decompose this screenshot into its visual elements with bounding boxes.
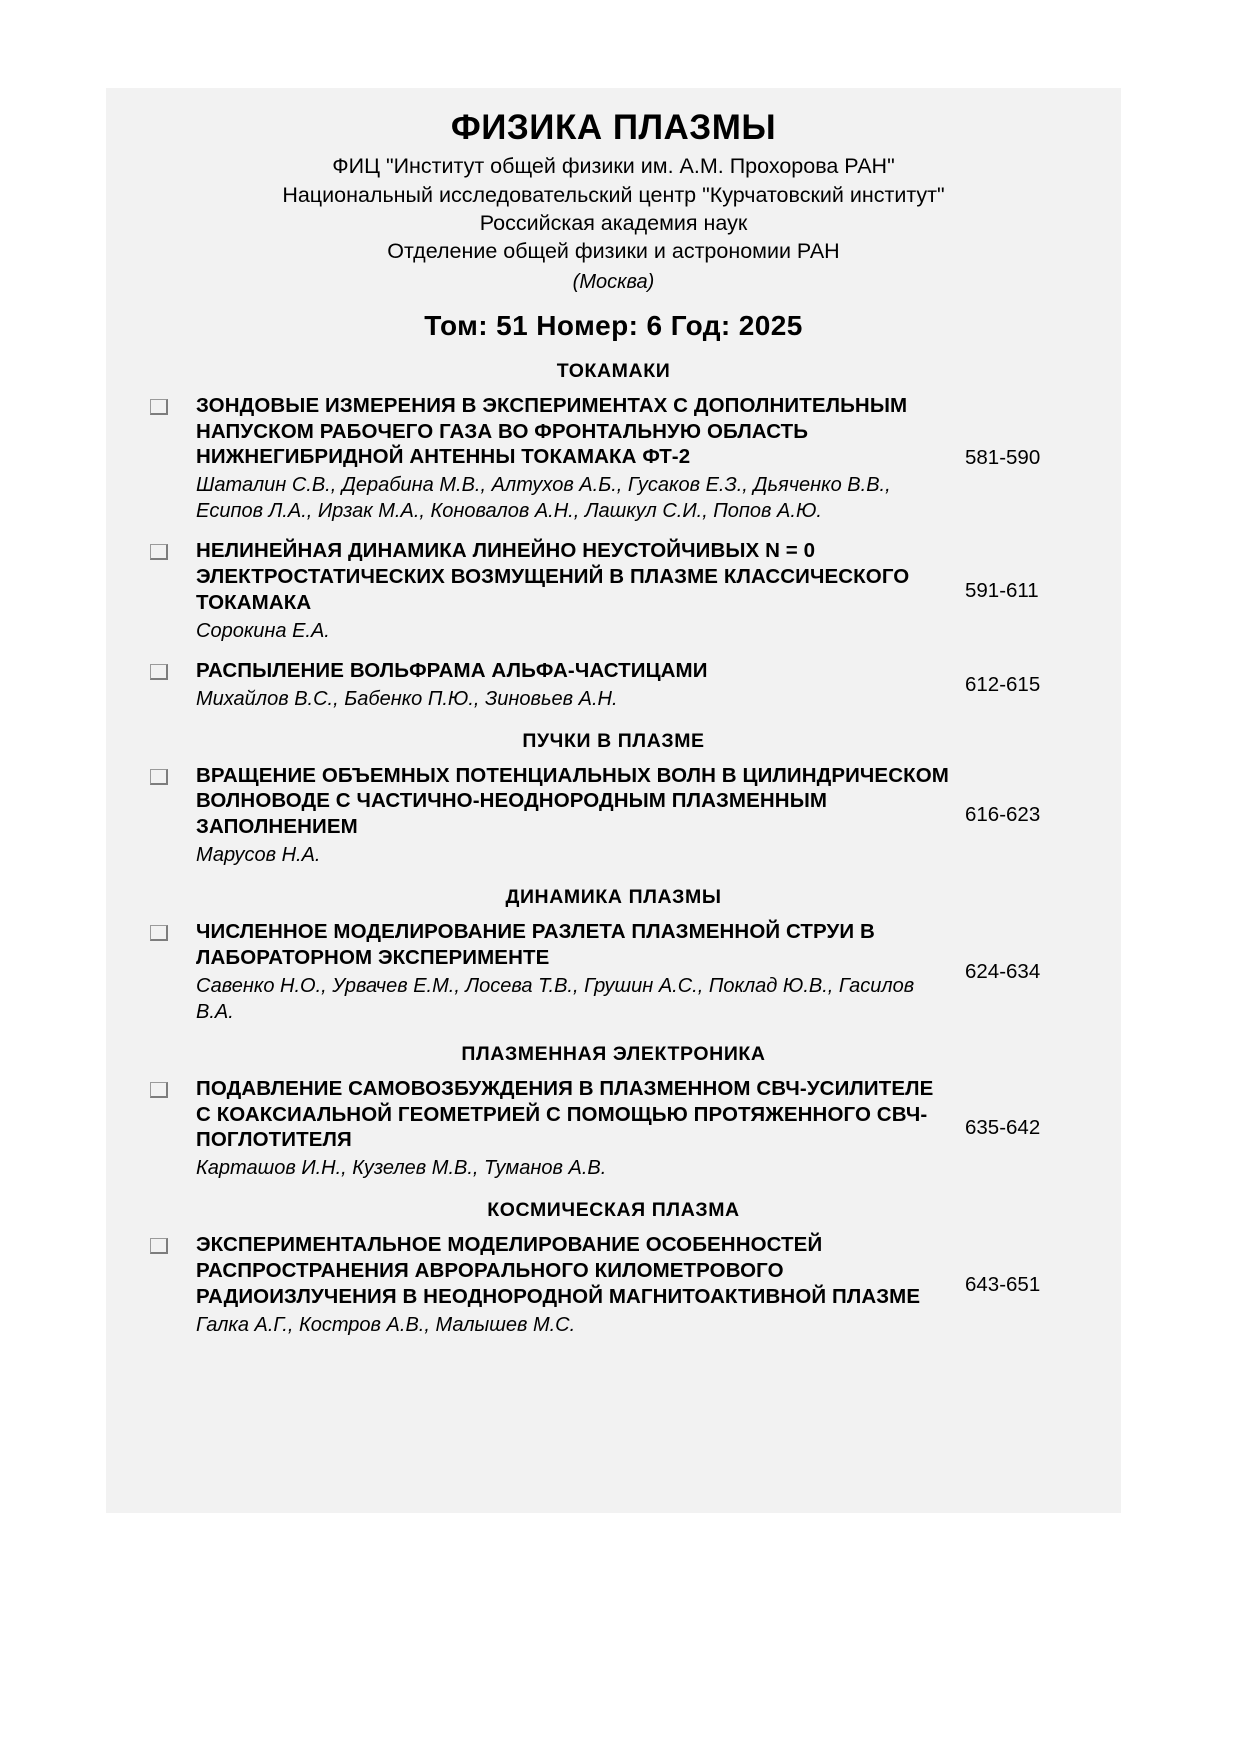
article-checkbox-cell[interactable] — [150, 1232, 196, 1254]
article-authors: Галка А.Г., Костров А.В., Малышев М.С. — [196, 1313, 576, 1336]
article-checkbox-cell[interactable] — [150, 763, 196, 785]
checkbox-icon[interactable] — [150, 925, 168, 941]
article-checkbox-cell[interactable] — [150, 538, 196, 560]
section-heading-puchki-v-plazme: ПУЧКИ В ПЛАЗМЕ — [522, 729, 705, 752]
article-checkbox-cell[interactable] — [150, 393, 196, 415]
article-row — [150, 763, 1077, 868]
city-line: (Москва) — [572, 270, 655, 293]
article-authors: Савенко Н.О., Урвачев Е.М., Лосева Т.В., Грушин А.С., Поклад Ю.В., Гасилов В.А. — [196, 974, 915, 1023]
checkbox-icon[interactable] — [150, 544, 168, 560]
article-pages: 612-615 — [965, 672, 1041, 696]
journal-contents-sheet — [106, 88, 1121, 1513]
article-body — [196, 538, 965, 643]
article-row — [150, 1232, 1077, 1337]
organization-line-4: Отделение общей физики и астрономии РАН — [387, 239, 840, 264]
article-title[interactable]: ЧИСЛЕННОЕ МОДЕЛИРОВАНИЕ РАЗЛЕТА ПЛАЗМЕННОЙ СТРУИ В ЛАБОРАТОРНОМ ЭКСПЕРИМЕНТЕ — [196, 920, 875, 969]
article-body — [196, 1076, 965, 1181]
checkbox-icon[interactable] — [150, 399, 168, 415]
section-heading-kosmicheskaya-plazma: КОСМИЧЕСКАЯ ПЛАЗМА — [487, 1199, 740, 1222]
checkbox-icon[interactable] — [150, 1238, 168, 1254]
article-pages: 624-634 — [965, 959, 1041, 983]
article-title[interactable]: ВРАЩЕНИЕ ОБЪЕМНЫХ ПОТЕНЦИАЛЬНЫХ ВОЛН В ЦИЛИНДРИЧЕСКОМ ВОЛНОВОДЕ С ЧАСТИЧНО-НЕОДНОРОДНЫМ ПЛАЗМЕННЫМ ЗАПОЛНЕНИЕМ — [196, 763, 949, 839]
section-heading-plazmennaya-elektronika: ПЛАЗМЕННАЯ ЭЛЕКТРОНИКА — [461, 1042, 766, 1065]
article-title[interactable]: ПОДАВЛЕНИЕ САМОВОЗБУЖДЕНИЯ В ПЛАЗМЕННОМ СВЧ-УСИЛИТЕЛЕ С КОАКСИАЛЬНОЙ ГЕОМЕТРИЕЙ С ПОМОЩЬЮ ПРОТЯЖЕННОГО СВЧ-ПОГЛОТИТЕЛЯ — [196, 1076, 934, 1152]
article-pages: 635-642 — [965, 1116, 1041, 1140]
article-row — [150, 538, 1077, 643]
article-body — [196, 1232, 965, 1337]
article-row — [150, 919, 1077, 1025]
page-title: ФИЗИКА ПЛАЗМЫ — [450, 108, 777, 147]
article-row — [150, 1076, 1077, 1181]
article-title[interactable]: РАСПЫЛЕНИЕ ВОЛЬФРАМА АЛЬФА-ЧАСТИЦАМИ — [196, 658, 708, 682]
checkbox-icon[interactable] — [150, 1082, 168, 1098]
issue-line: Том: 51 Номер: 6 Год: 2025 — [424, 309, 803, 341]
article-checkbox-cell[interactable] — [150, 1076, 196, 1098]
section-heading-tokamaki: ТОКАМАКИ — [556, 359, 671, 382]
article-pages: 591-611 — [965, 578, 1039, 602]
article-pages: 643-651 — [965, 1272, 1041, 1296]
article-title[interactable]: НЕЛИНЕЙНАЯ ДИНАМИКА ЛИНЕЙНО НЕУСТОЙЧИВЫХ N = 0 ЭЛЕКТРОСТАТИЧЕСКИХ ВОЗМУЩЕНИЙ В ПЛАЗМЕ КЛАССИЧЕСКОГО ТОКАМАКА — [196, 539, 910, 614]
article-authors: Карташов И.Н., Кузелев М.В., Туманов А.В. — [196, 1157, 607, 1180]
section-heading-dinamika-plazmy: ДИНАМИКА ПЛАЗМЫ — [505, 886, 722, 909]
article-checkbox-cell[interactable] — [150, 919, 196, 941]
checkbox-icon[interactable] — [150, 664, 168, 680]
article-title[interactable]: ЭКСПЕРИМЕНТАЛЬНОЕ МОДЕЛИРОВАНИЕ ОСОБЕННОСТЕЙ РАСПРОСТРАНЕНИЯ АВРОРАЛЬНОГО КИЛОМЕТРОВОГО РАДИОИЗЛУЧЕНИЯ В НЕОДНОРОДНОЙ МАГНИТОАКТИВНОЙ ПЛАЗМЕ — [196, 1233, 921, 1308]
article-authors: Марусов Н.А. — [196, 844, 321, 867]
organization-line-2: Национальный исследовательский центр "Курчатовский институт" — [282, 182, 945, 207]
article-row — [150, 393, 1077, 524]
organization-line-3: Российская академия наук — [479, 211, 748, 235]
article-row — [150, 658, 1077, 712]
article-title[interactable]: ЗОНДОВЫЕ ИЗМЕРЕНИЯ В ЭКСПЕРИМЕНТАХ С ДОПОЛНИТЕЛЬНЫМ НАПУСКОМ РАБОЧЕГО ГАЗА ВО ФРОНТАЛЬНУЮ ОБЛАСТЬ НИЖНЕГИБРИДНОЙ АНТЕННЫ ТОКАМАКА ФТ-2 — [196, 393, 908, 469]
article-body — [196, 658, 965, 712]
article-checkbox-cell[interactable] — [150, 658, 196, 680]
organization-line-1: ФИЦ "Институт общей физики им. А.М. Прохорова РАН" — [332, 154, 895, 179]
article-authors: Сорокина Е.А. — [196, 619, 330, 642]
article-body — [196, 763, 965, 868]
article-authors: Михайлов В.С., Бабенко П.Ю., Зиновьев А.Н. — [196, 687, 618, 710]
article-body — [196, 393, 965, 524]
article-body — [196, 919, 965, 1025]
article-pages: 581-590 — [965, 446, 1041, 470]
checkbox-icon[interactable] — [150, 769, 168, 785]
article-authors: Шаталин С.В., Дерабина М.В., Алтухов А.Б., Гусаков Е.З., Дьяченко В.В., Есипов Л.А., Ирзак М.А., Коновалов А.Н., Лашкул С.И., Попов А.Ю. — [196, 474, 891, 523]
article-pages: 616-623 — [965, 803, 1041, 827]
